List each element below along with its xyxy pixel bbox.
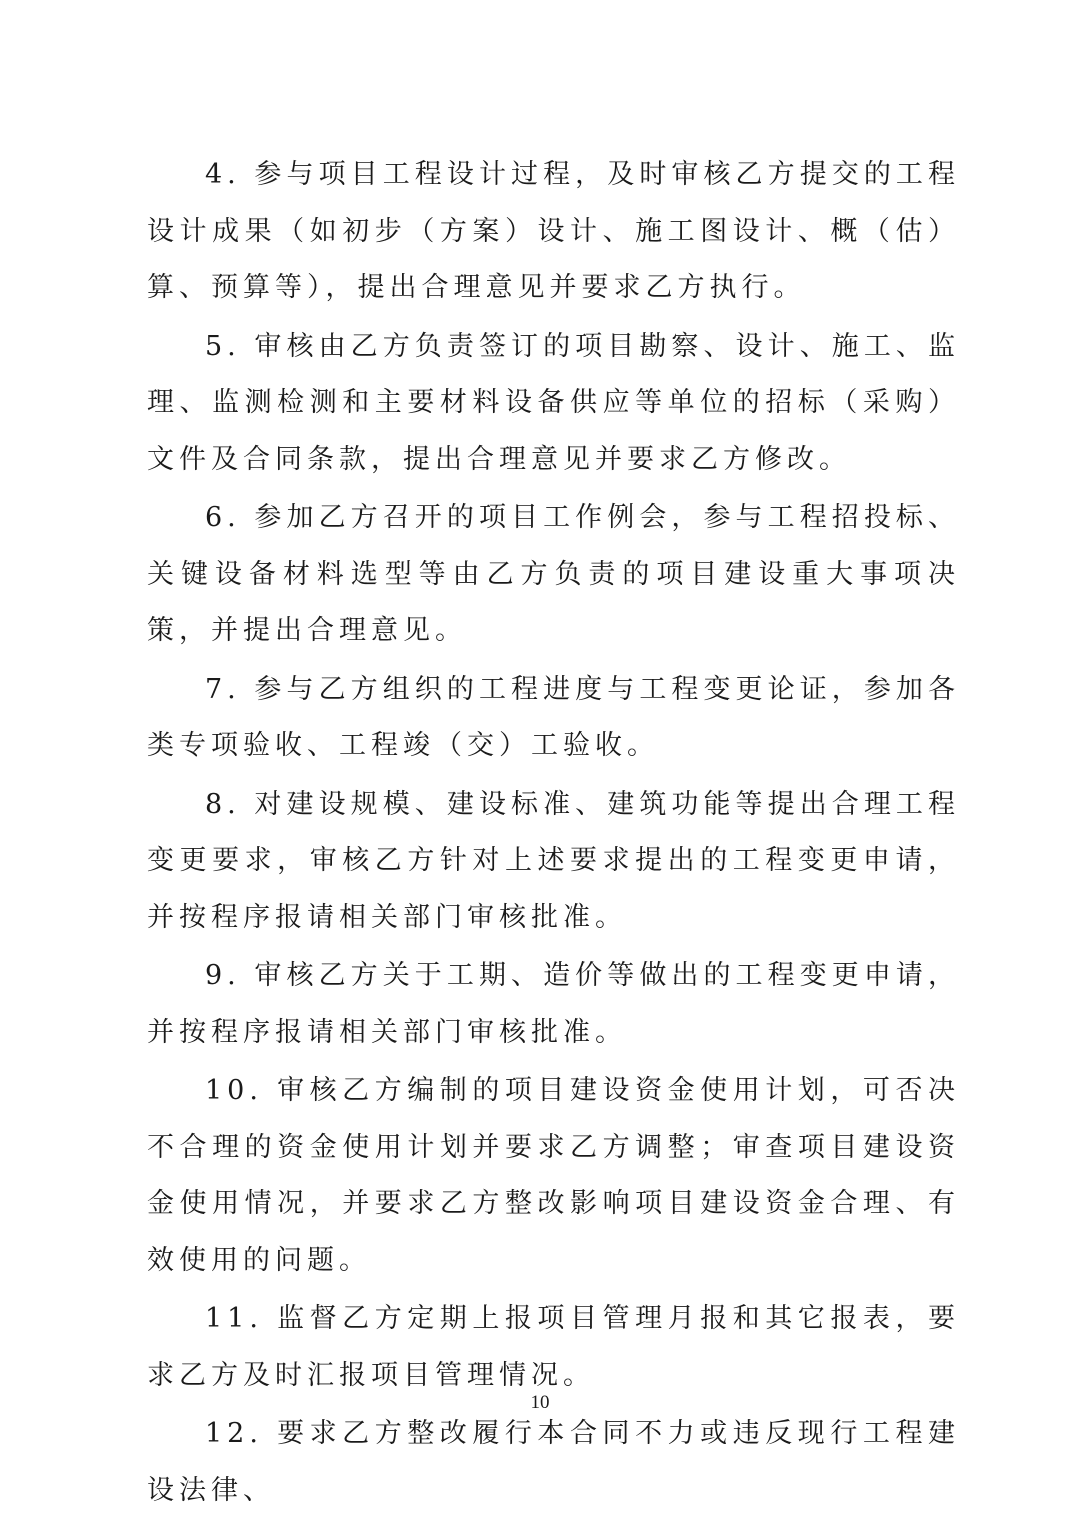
- clause-5: 5. 审核由乙方负责签订的项目勘察、设计、施工、监理、监测检测和主要材料设备供应等单位的招标（采购）文件及合同条款，提出合理意见并要求乙方修改。: [147, 330, 960, 475]
- clause-4: 4. 参与项目工程设计过程，及时审核乙方提交的工程设计成果（如初步（方案）设计、施工图设计、概（估）算、预算等），提出合理意见并要求乙方执行。: [147, 159, 960, 303]
- clause-7: 7. 参与乙方组织的工程进度与工程变更论证，参加各类专项验收、工程竣（交）工验收。: [147, 673, 960, 761]
- clause-11: 11. 监督乙方定期上报项目管理月报和其它报表，要求乙方及时汇报项目管理情况。: [147, 1303, 960, 1391]
- clause-12: 12. 要求乙方整改履行本合同不力或违反现行工程建设法律、: [147, 1418, 960, 1506]
- page-number: 10: [530, 1392, 550, 1413]
- clause-10: 10. 审核乙方编制的项目建设资金使用计划，可否决不合理的资金使用计划并要求乙方调整；审查项目建设资金使用情况，并要求乙方整改影响项目建设资金合理、有效使用的问题。: [147, 1075, 960, 1276]
- clause-8: 8. 对建设规模、建设标准、建筑功能等提出合理工程变更要求，审核乙方针对上述要求提出的工程变更申请，并按程序报请相关部门审核批准。: [147, 788, 960, 933]
- document-body: [147, 147, 960, 1521]
- clause-9: 9. 审核乙方关于工期、造价等做出的工程变更申请，并按程序报请相关部门审核批准。: [147, 960, 960, 1048]
- clause-6: 6. 参加乙方召开的项目工作例会，参与工程招投标、关键设备材料选型等由乙方负责的项目建设重大事项决策，并提出合理意见。: [147, 502, 960, 646]
